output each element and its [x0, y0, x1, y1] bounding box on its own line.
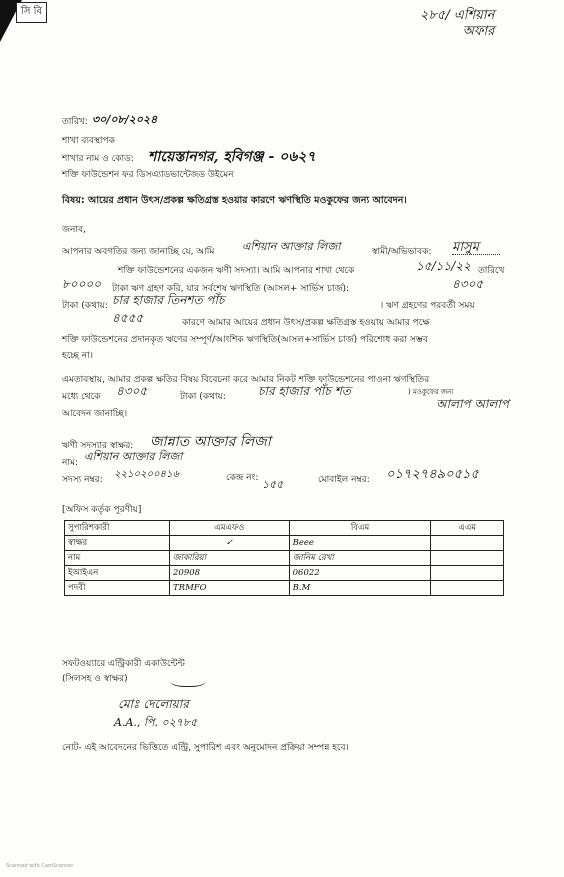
para1-text-7: । ঋণ গ্রহণের পরবর্তী সময়	[380, 301, 475, 311]
bm-signature: Beee	[289, 536, 431, 551]
member-name-value: এশিয়ান আক্তার লিজা	[84, 450, 183, 463]
para2-text-1: এমতাবস্থায়, আমার প্রকল্প ক্ষতির বিষয় বিবেচনা করে আমার নিকট শক্তি ফাউন্ডেশনের পাওনা ঋণস্থিতির	[62, 375, 430, 385]
row-label: স্বাক্ষর	[65, 536, 170, 551]
table-row	[65, 566, 504, 581]
category-tag: সি বি	[16, 2, 47, 23]
date-label: তারিখ:	[62, 117, 88, 127]
loan-balance: ৪৩০৫	[452, 277, 484, 291]
table-row	[65, 581, 504, 596]
center-label: কেন্দ্র নং:	[226, 473, 259, 483]
para1-text-3: শক্তি ফাউন্ডেশনের একজন ঋণী সদস্যা। আমি আপনার শাখা থেকে	[118, 266, 355, 276]
organization-name: শক্তি ফাউন্ডেশন ফর ডিসএ্যাডভান্টেজড উইমেন	[62, 170, 234, 180]
accountant-label: সফটওয়্যারে এন্ট্রিকারী একাউন্টেন্ট	[62, 659, 185, 669]
table-row	[65, 536, 504, 551]
para1-text-4: তারিখে	[478, 266, 505, 276]
recipient-title: শাখা ব্যবস্থাপক	[62, 136, 115, 146]
member-no-label: সদস্য নম্বর:	[62, 475, 103, 485]
member-signature: জান্নাত আক্তার লিজা	[150, 434, 271, 450]
bm-ein: 06022	[289, 566, 431, 581]
scanner-watermark: Scanned with CamScanner	[6, 863, 74, 869]
row-label: নাম	[65, 551, 170, 566]
subject-line: বিষয়: আয়ের প্রধান উৎস/প্রকল্প ক্ষতিগ্রস্ত হওয়ার কারণে ঋণস্থিতি মওকুফের জন্য আবেদন।	[62, 195, 407, 206]
salutation: জনাব,	[62, 225, 86, 235]
table-header: বিএম	[289, 521, 431, 536]
para1-text-8: কারণে আমার আয়ের প্রধান উৎস/প্রকল্প ক্ষতিগ্রস্ত হওয়ায় আমার পক্ষে	[182, 318, 430, 328]
member-signature-label: ঋণী সদস্যার স্বাক্ষর:	[62, 441, 134, 451]
guardian-underline	[452, 254, 500, 255]
accountant-signature-scribble	[170, 672, 206, 687]
loan-date: ১৫/১১/২২	[416, 259, 471, 273]
para1-text-5: টাকা ঋণ গ্রহণ করি, যার সর্বশেষ ঋণস্থিতি (আসল+ সার্ভিস চার্জ):	[112, 284, 350, 294]
top-right-note: ২৮৫/ এশিয়ান অফার	[420, 8, 495, 39]
am-signature	[431, 536, 504, 551]
accountant-seal-label: (সিলসহ ও স্বাক্ষর)	[62, 674, 128, 684]
waiver-amount: ৪৩০৫	[116, 384, 148, 398]
para2-text-4: ) মওকুফের জন্য	[408, 388, 454, 396]
para2-text-3: টাকা (কথায়:	[180, 392, 226, 402]
para2-text-5: আবেদন জানাচ্ছি।	[62, 409, 128, 419]
mobile-value: ০১৭২৭৪৯০৫১৫	[386, 467, 479, 482]
para2-text-2: মধ্যে থেকে	[62, 392, 101, 402]
para1-text-1: আপনার অবগতির জন্য জানাচ্ছি যে, আমি	[62, 247, 215, 257]
member-name-handwritten: এশিয়ান আক্তার লিজা	[242, 240, 341, 253]
para1-text-2: স্বামী/অভিভাবক:	[372, 247, 432, 257]
center-value: ১৫৫	[262, 478, 284, 491]
period-value: ৪৫৫৫	[112, 311, 144, 325]
balance-in-words: চার হাজার তিনশত পাঁচ	[112, 293, 225, 307]
loan-amount: ৮০০০০	[62, 277, 101, 291]
branch-value: শায়েস্তানগর, হবিগঞ্জ - ০৬২৭	[148, 149, 316, 165]
para2-scribble: আলাপ আলাপ	[436, 397, 509, 411]
member-no-value: ২২১০২০০৪১৬	[114, 469, 179, 480]
table-header: এমএফও	[170, 521, 290, 536]
bm-name: জানিম রেখা	[289, 551, 431, 566]
am-ein	[431, 566, 504, 581]
mfo-signature: ✓	[170, 536, 290, 551]
waiver-amount-words: চার হাজার পাঁচ শত	[258, 384, 351, 398]
branch-label: শাখার নাম ও কোড:	[62, 154, 134, 164]
mfo-ein: 20908	[170, 566, 290, 581]
guardian-name: মাসুম	[452, 240, 479, 255]
table-row	[65, 551, 504, 566]
mfo-name: জাকারিয়া	[170, 551, 290, 566]
member-name-label: নাম:	[62, 458, 79, 468]
row-label: ইআইএন	[65, 566, 170, 581]
mobile-label: মোবাইল নম্বর:	[318, 475, 370, 485]
am-designation	[431, 581, 504, 596]
mfo-designation: TRMFO	[170, 581, 290, 596]
para1-text-6: টাকা (কথায়:	[62, 301, 108, 311]
office-section-label: [অফিস কর্তৃক পূরণীয়]	[62, 505, 142, 515]
accountant-detail: A.A., পি. ০২৭৮৫	[114, 716, 198, 729]
bm-designation: B.M	[289, 581, 431, 596]
para1-text-9: শক্তি ফাউন্ডেশনের প্রদানকৃত ঋণের সম্পূর্ণ/আংশিক ঋণস্থিতি(আসল+সার্ভিস চার্জ) পরিশোধ করা সম্ভব	[62, 335, 428, 345]
accountant-name: মোঃ দেলোয়ার	[118, 697, 189, 711]
recommendation-table	[64, 520, 504, 596]
am-name	[431, 551, 504, 566]
table-header: সুপারিশকারী	[65, 521, 170, 536]
table-row	[65, 521, 504, 536]
para1-text-10: হচ্ছে না।	[62, 351, 93, 361]
table-header: এএম	[431, 521, 504, 536]
date-value: ৩০/০৮/২০২৪	[92, 113, 158, 126]
row-label: পদবী	[65, 581, 170, 596]
footer-note: নোট- এই আবেদনের ভিত্তিতে এন্ট্রি, সুপারিশ এবং অনুমোদন প্রক্রিয়া সম্পন্ন হবে।	[62, 743, 349, 753]
